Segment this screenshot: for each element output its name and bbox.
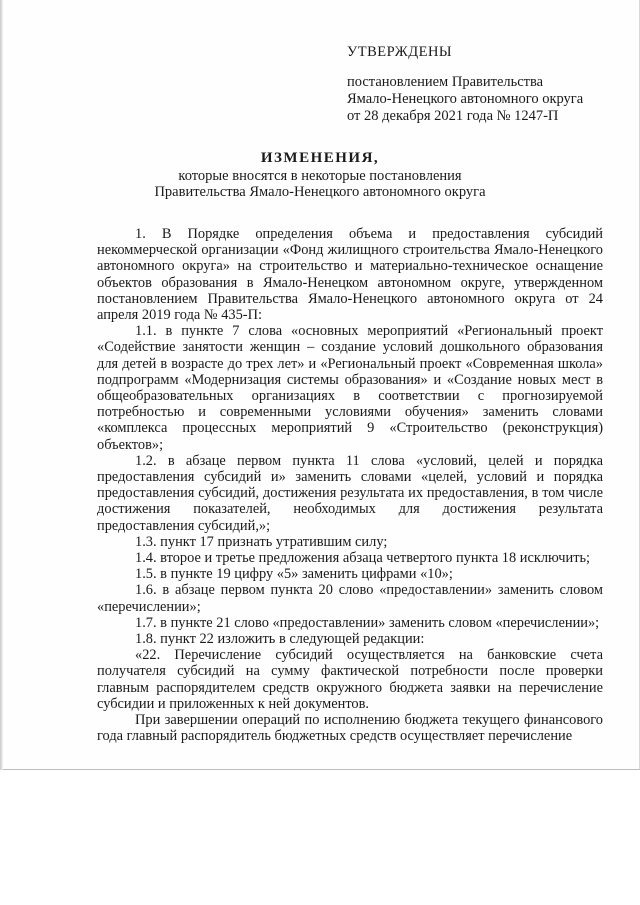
approval-line: от 28 декабря 2021 года № 1247-П (347, 108, 559, 124)
paragraph-item-1: 1. В Порядке определения объема и предоставления субсидий некоммерческой организации «Фонд жилищного строительства Ямало-Ненецкого автономного округа» на строительство и материально-техническое оснащение объектов образования в Ямало-Ненецком автономном округе, утвержденном постановлением Правительства Ямало-Ненецкого автономного округа от 24 апреля 2019 года № 435-П: (97, 226, 603, 324)
document-title: ИЗМЕНЕНИЯ, (260, 150, 380, 166)
paragraph-item-1-7: 1.7. в пункте 21 слово «предоставлении» заменить словом «перечислении»; (135, 614, 600, 631)
paragraph-continuation: При завершении операций по исполнению бюджета текущего финансового года главный распорядитель бюджетных средств осуществляет перечисление (97, 712, 603, 745)
paragraph-quote-22: «22. Перечисление субсидий осуществляется на банковские счета получателя субсидий на сумму фактической потребности после проверки главным распорядителем средств окружного бюджета заявки на перечисление субсидии и приложенных к ней документов. (97, 647, 603, 712)
approval-heading: УТВЕРЖДЕНЫ (347, 44, 453, 60)
approval-line: Ямало-Ненецкого автономного округа (347, 91, 584, 107)
paragraph-item-1-3: 1.3. пункт 17 признать утратившим силу; (135, 533, 388, 550)
paragraph-item-1-6: 1.6. в абзаце первом пункта 20 слово «предоставлении» заменить словом «перечислении»; (97, 582, 603, 615)
approval-line: постановлением Правительства (347, 74, 544, 90)
approval-stamp-block (347, 44, 627, 125)
document-body (97, 226, 603, 745)
page-scan-edge (0, 0, 3, 770)
paragraph-item-1-5: 1.5. в пункте 19 цифру «5» заменить цифрами «10»; (135, 566, 453, 583)
document-subtitle-line: Правительства Ямало-Ненецкого автономного округа (154, 184, 486, 200)
document-subtitle-line: которые вносятся в некоторые постановления (178, 168, 462, 184)
paragraph-item-1-4: 1.4. второе и третье предложения абзаца четвертого пункта 18 исключить; (135, 550, 591, 567)
paragraph-item-1-1: 1.1. в пункте 7 слова «основных мероприятий «Региональный проект «Содействие занятости женщин – создание условий дошкольного образования для детей в возрасте до трех лет» и «Региональный проект «Современная школа» подпрограмм «Модернизация системы образования» и «Создание новых мест в общеобразовательных организациях в соответствии с прогнозируемой потребностью и современными условиями обучения» заменить словами «комплекса процессных мероприятий 9 «Строительство (реконструкция) объектов»; (97, 323, 603, 453)
paragraph-item-1-8: 1.8. пункт 22 изложить в следующей редакции: (135, 631, 425, 648)
paragraph-item-1-2: 1.2. в абзаце первом пункта 11 слова «условий, целей и порядка предоставления субсидий и» заменить словами «целей, условий и порядка предоставления субсидий, достижения результата их предоставления, в том числе достижения показателей, необходимых для достижения результата предоставления субсидий,»; (97, 452, 603, 534)
document-title-block (100, 150, 540, 200)
